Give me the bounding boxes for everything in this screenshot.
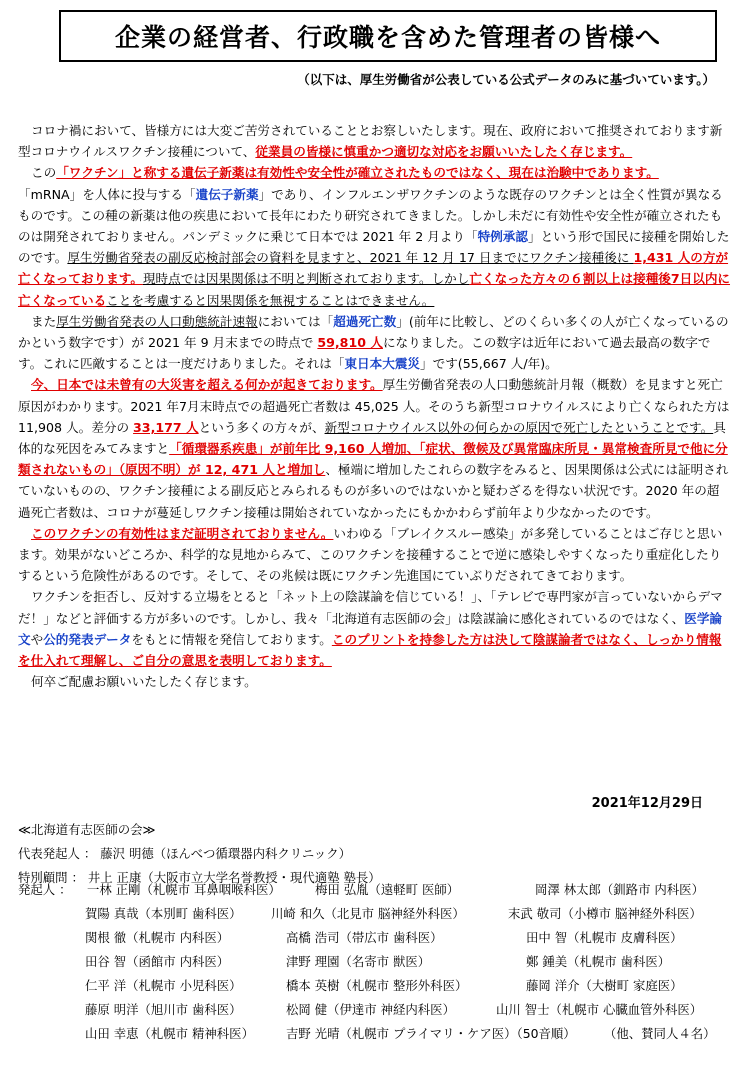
highlight-request: 従業員の皆様に慎重かつ適切な対応をお願いいたしたく存じます。	[255, 144, 633, 160]
text: 」という形で国民に接種を開始したのです。	[18, 229, 730, 266]
paragraph-6	[18, 586, 730, 671]
organization-name: ≪北海道有志医師の会≫	[18, 822, 156, 837]
promoter: 山川 智士（札幌市 心臓血管外科医）	[496, 1002, 703, 1017]
subtitle: （以下は、厚生労働省が公表している公式データのみに基づいています。）	[297, 72, 715, 87]
title-box	[59, 10, 717, 62]
highlight-excess-count: 59,810 人	[317, 335, 383, 351]
promoter: 山田 幸恵（札幌市 精神科医）	[85, 1026, 254, 1041]
text: いわゆる「ブレイクスルー感染」が多発していることはご存じと思います。効果がないどころか、科学的な見地からみて、このワクチンを接種することで逆に感染しやすくなったり重症化したりするという危険性があるのです。そして、その兆候は既にワクチン先進国にていぶりだされてきております。	[18, 525, 723, 584]
promoter: 関根 徹（札幌市 内科医）	[85, 930, 230, 945]
highlight-papers: 医学論文	[18, 610, 722, 647]
letter-body	[18, 120, 730, 692]
text: になりました。この数字は近年において過去最高の数字です。これに匹敵することは一度だけありました。それは「	[18, 335, 711, 372]
text: 具体的な死因をみてみますと	[18, 419, 726, 457]
highlight-special-approval: 特例承認	[477, 229, 528, 245]
promoter: 津野 理園（名寄市 獣医）	[286, 954, 431, 969]
promoter: 岡澤 林太郎（釧路市 内科医）	[535, 882, 704, 897]
promoter: 一林 正剛（札幌市 耳鼻咽喉科医）	[87, 882, 281, 897]
paragraph-5	[18, 523, 730, 587]
highlight-public-data: 公的発表データ	[43, 631, 132, 647]
highlight-experimental: 「ワクチン」と称する遺伝子新薬は有効性や安全性が確立されたものではなく、現在は治験中であります。	[56, 165, 659, 181]
highlight-causes: 「循環器系疾患」が前年比 9,160 人増加、「症状、徴候及び異常臨床所見・異常検査所見で他に分類されないもの」（原因不明）が 12, 471 人と増加し	[18, 441, 728, 478]
highlight-excess-deaths: 超過死亡数	[333, 313, 397, 329]
promoter: 仁平 洋（札幌市 小児科医）	[85, 978, 242, 993]
text: 」です(55,667 人/年)。	[420, 356, 558, 372]
text: や	[30, 631, 44, 647]
paragraph-4	[18, 374, 730, 522]
text: この	[31, 165, 57, 181]
highlight-efficacy: このワクチンの有効性はまだ証明されておりません。	[31, 525, 334, 541]
text: 」であり、インフルエンザワクチンのような既存のワクチンとは全く性質が異なるものです。この種の新薬は他の疾患において長年にわたり研究されてきました。しかし未だに有効性や安全性が確立されたものは開発されておりません。パンデミックに乗じて日本では 2021 年 2 月より「	[18, 186, 723, 245]
promoter: 梅田 弘胤（遠軽町 医師）	[315, 882, 460, 897]
highlight-gene-drug: 遺伝子新薬	[195, 186, 259, 202]
special-advisor: 特別顧問 ： 井上 正康（大阪市立大学名誉教授・現代適塾 塾長）	[18, 870, 381, 885]
text: また	[31, 313, 57, 329]
highlight-earthquake: 東日本大震災	[344, 356, 420, 372]
highlight-deaths: 1,431 人の方が亡くなっております。	[18, 250, 729, 287]
text: コロナ禍において、皆様方には大変ご苦労されていることとお察しいたします。現在、政府において推奨されております新型コロナウイルスワクチン接種について、	[18, 123, 723, 160]
highlight-difference: 33,177 人	[133, 419, 199, 435]
text: 厚生労働省発表の人口動態統計月報（概数）を見ますと死亡原因がわかります。2021 年7月末時点での超過死亡者数は 45,025 人。そのうち新型コロナウイルスにより亡くなられた方は 11,908 人。差分の	[18, 377, 730, 435]
text: をもとに情報を発信しております。	[131, 631, 332, 647]
promoter: 田中 智（札幌市 皮膚科医）	[526, 930, 683, 945]
promoter: 鄭 鍾美（札幌市 歯科医）	[526, 954, 671, 969]
text-underlined: 厚生労働省発表の副反応検討部会の資料を見ますと、2021 年 12 月 17 日までにワクチン接種後に	[67, 250, 634, 266]
promoter: 藤岡 洋介（大樹町 家庭医）	[526, 978, 683, 993]
highlight-seven-days: 亡くなった方々の６割以上は接種後7日以内に亡くなっている	[18, 271, 731, 308]
text-underlined: 新型コロナウイルス以外の何らかの原因で死亡したということです。	[324, 419, 714, 435]
text: 」(前年に比較し、どのくらい多くの人が亡くなっているのかという数字です）が 2021 年 9 月末までの時点で	[18, 313, 729, 351]
other-supporters: （他、賛同人４名）	[604, 1026, 716, 1041]
text-underlined: ことを考慮すると因果関係を無視することはできません。	[106, 292, 435, 308]
promoter: 末武 敬司（小樽市 脳神経外科医）	[508, 906, 702, 921]
paragraph-2	[18, 162, 730, 310]
text: ワクチンを拒否し、反対する立場をとると「ネット上の陰謀論を信じている！」、「テレビで専門家が言っていないからデマだ！」などと評価する方が多いのです。しかし、我々「北海道有志医師の会」は陰謀論に感化されているのではなく、	[18, 589, 723, 626]
highlight-not-conspiracy: このプリントを持参した方は決して陰謀論者ではなく、しっかり情報を仕入れて理解し、ご自分の意思を表明しております。	[18, 631, 722, 669]
promoter: 高橋 浩司（帯広市 歯科医）	[286, 930, 443, 945]
promoter: 吉野 光晴（札幌市 プライマリ・ケア医）（50音順）	[286, 1026, 576, 1041]
page-title: 企業の経営者、行政職を含めた管理者の皆様へ	[114, 23, 661, 52]
highlight-disaster: 今、日本では未曾有の大災害を超える何かが起きております。	[31, 377, 383, 393]
representative: 代表発起人 ： 藤沢 明德（ほんべつ循環器内科クリニック）	[18, 846, 351, 861]
promoters-label: 発起人 ：	[18, 882, 72, 897]
promoter: 田谷 智（函館市 内科医）	[85, 954, 230, 969]
text: 、極端に増加したこれらの数字をみると、因果関係は公式には証明されていないものの、ワクチン接種による副反応とみられるものが多いのではないかと疑わざるを得ない状況です。2020 年の超過死亡者数は、コロナが蔓延しワクチン接種は開始されていなかったにもかかわらず前年より少なかったのです。	[18, 462, 729, 520]
signatories	[18, 820, 733, 1041]
paragraph-3	[18, 311, 730, 375]
promoter: 川崎 和久（北見市 脳神経外科医）	[271, 906, 465, 921]
promoter: 橋本 英樹（札幌市 整形外科医）	[286, 978, 468, 993]
text-underlined: 現時点では因果関係は不明と判断されております。しかし	[142, 271, 470, 287]
promoter: 藤原 明洋（旭川市 歯科医）	[85, 1002, 242, 1017]
letter-date: 2021年12月29日	[591, 796, 703, 811]
promoter: 賀陽 真哉（本別町 歯科医）	[85, 906, 242, 921]
text: という多くの方々が、	[198, 419, 325, 435]
text: においては「	[257, 313, 334, 329]
paragraph-1	[18, 120, 730, 162]
text: 「mRNA」を人体に投与する「	[18, 186, 196, 202]
paragraph-7: 何卒ご配慮お願いいたしたく存じます。	[31, 674, 257, 690]
text-underlined: 厚生労働省発表の人口動態統計速報	[56, 313, 258, 329]
promoter: 松岡 健（伊達市 神経内科医）	[286, 1002, 455, 1017]
